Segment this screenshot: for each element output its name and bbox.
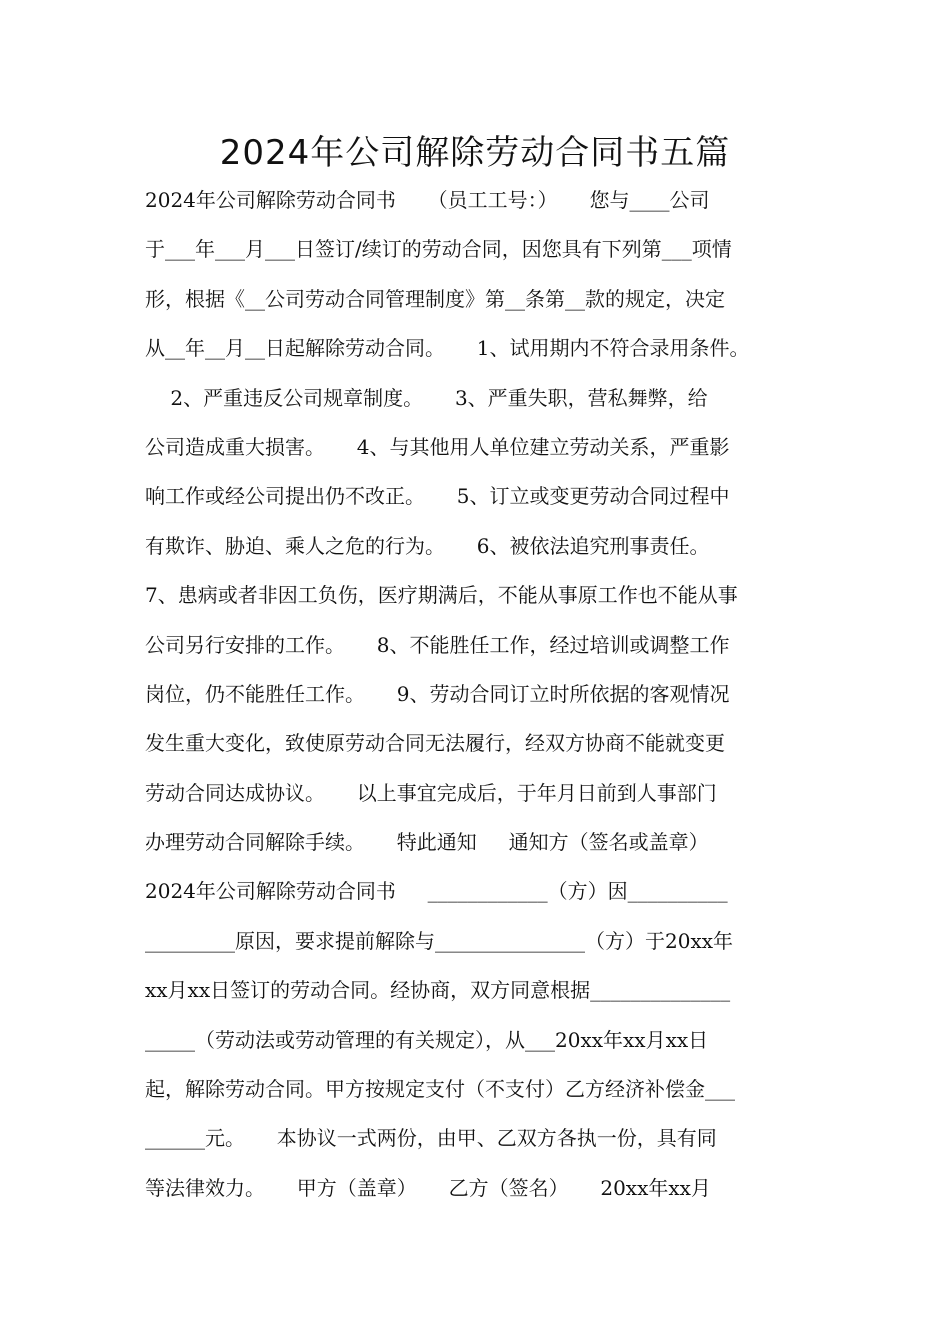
- text-line: 劳动合同达成协议。 以上事宜完成后，于年月日前到人事部门: [145, 780, 717, 805]
- text-line: 从__年__月__日起解除劳动合同。 1、试用期内不符合录用条件。: [145, 336, 750, 361]
- text-line: 7、患病或者非因工负伤，医疗期满后，不能从事原工作也不能从事: [145, 583, 738, 608]
- document-title: 2024年公司解除劳动合同书五篇: [219, 133, 731, 173]
- text-line: 形，根据《__公司劳动合同管理制度》第__条第__款的规定，决定: [145, 286, 725, 311]
- text-line: 公司造成重大损害。 4、与其他用人单位建立劳动关系，严重影: [145, 434, 730, 459]
- text-line: 响工作或经公司提出仍不改正。 5、订立或变更劳动合同过程中: [145, 484, 730, 509]
- text-line: 等法律效力。 甲方（盖章） 乙方（签名） 20xx年xx月: [145, 1175, 711, 1200]
- text-line: _________原因，要求提前解除与_______________（方）于20xx年: [145, 928, 734, 953]
- document-body: [145, 176, 825, 1213]
- text-line: _____（劳动法或劳动管理的有关规定），从___20xx年xx月xx日: [145, 1027, 709, 1052]
- text-line: 2024年公司解除劳动合同书 ____________（方）因__________: [145, 879, 728, 904]
- text-line: 办理劳动合同解除手续。 特此通知 通知方（签名或盖章）: [145, 830, 709, 855]
- text-line: xx月xx日签订的劳动合同。经协商，双方同意根据______________: [145, 978, 731, 1003]
- text-line: 2、严重违反公司规章制度。 3、严重失职，营私舞弊，给: [145, 385, 708, 410]
- text-line: 发生重大变化，致使原劳动合同无法履行，经双方协商不能就变更: [145, 731, 725, 756]
- text-line: 有欺诈、胁迫、乘人之危的行为。 6、被依法追究刑事责任。: [145, 533, 710, 558]
- text-line: 公司另行安排的工作。 8、不能胜任工作，经过培训或调整工作: [145, 632, 730, 657]
- text-line: 起，解除劳动合同。甲方按规定支付（不支付）乙方经济补偿金___: [145, 1077, 735, 1102]
- text-line: 于___年___月___日签订/续订的劳动合同，因您具有下列第___项情: [145, 237, 732, 262]
- text-line: 2024年公司解除劳动合同书 （员工工号：） 您与____公司: [145, 188, 710, 212]
- text-line: 岗位，仍不能胜任工作。 9、劳动合同订立时所依据的客观情况: [145, 681, 730, 706]
- text-line: ______元。 本协议一式两份，由甲、乙双方各执一份，具有同: [145, 1126, 717, 1151]
